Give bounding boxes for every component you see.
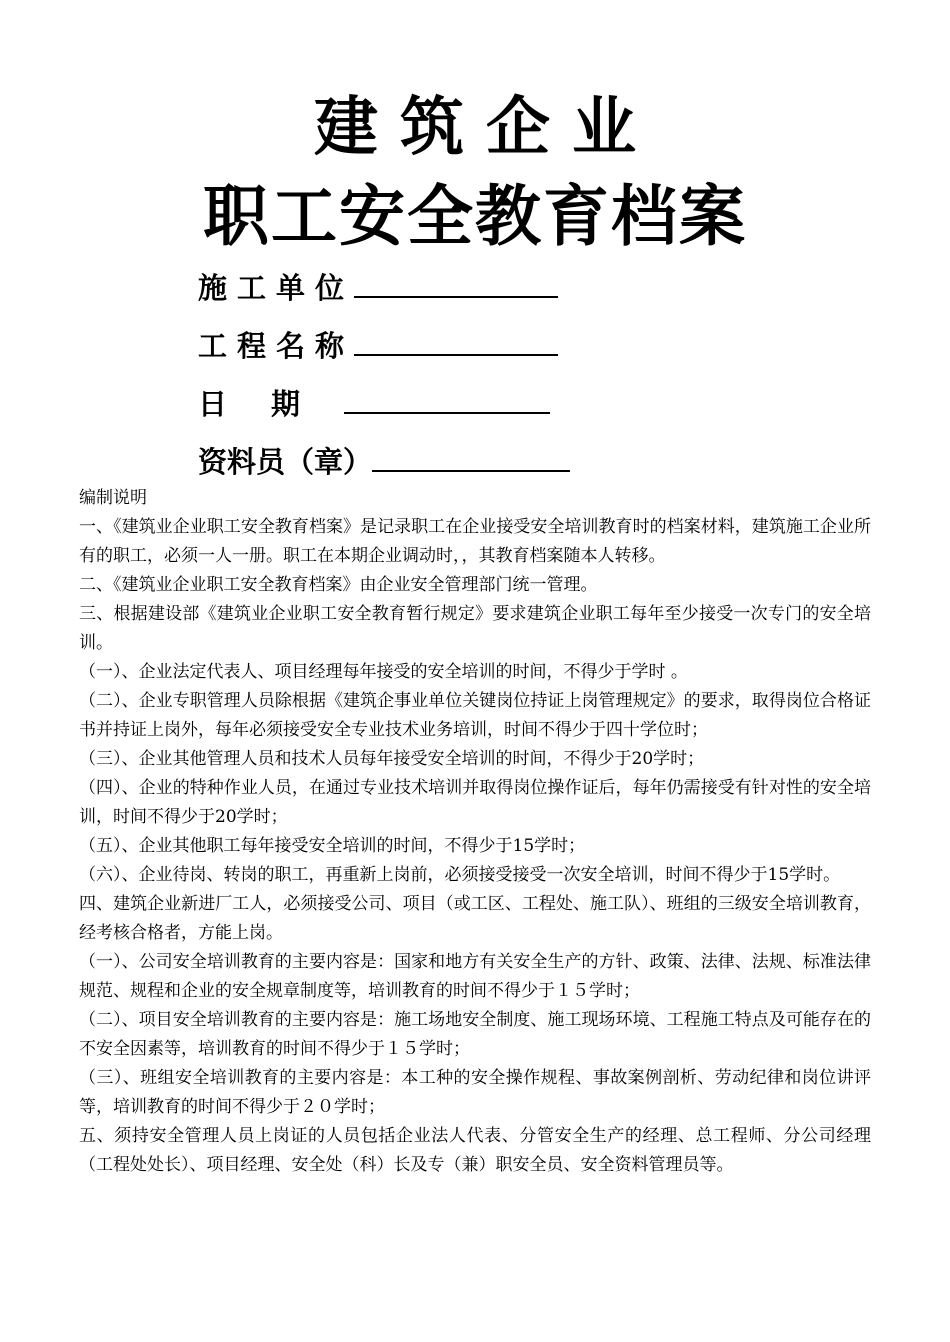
notes-paragraph: 四、建筑企业新进厂工人，必须接受公司、项目（或工区、工程处、施工队）、班组的三级安全培训教育，经考核合格者，方能上岗。: [79, 894, 871, 943]
notes-paragraph: （四）、企业的特种作业人员，在通过专业技术培训并取得岗位操作证后，每年仍需接受有针对性的安全培训，时间不得少于20学时；: [79, 778, 871, 827]
field-label-date: 日期: [198, 387, 345, 421]
notes-paragraph: （五）、企业其他职工每年接受安全培训的时间，不得少于15学时；: [79, 836, 586, 856]
data-clerk-blank[interactable]: [372, 438, 570, 472]
notes-paragraph: （三）、班组安全培训教育的主要内容是：本工种的安全操作规程、事故案例剖析、劳动纪律和岗位讲评等，培训教育的时间不得少于２０学时；: [79, 1068, 871, 1117]
field-label-construction-unit: 施工单位: [198, 271, 355, 305]
notes-paragraph: （三）、企业其他管理人员和技术人员每年接受安全培训的时间，不得少于20学时；: [79, 749, 705, 769]
notes-paragraph: 三、根据建设部《建筑业企业职工安全教育暂行规定》要求建筑企业职工每年至少接受一次专门的安全培训。: [79, 604, 871, 653]
field-label-project-name: 工程名称: [198, 329, 355, 363]
compilation-notes: [79, 484, 871, 1180]
notes-paragraph: （二）、项目安全培训教育的主要内容是：施工场地安全制度、施工现场环境、工程施工特点及可能存在的不安全因素等，培训教育的时间不得少于１５学时；: [79, 1010, 871, 1059]
notes-paragraph: 一、《建筑业企业职工安全教育档案》是记录职工在企业接受安全培训教育时的档案材料，建筑施工企业所有的职工，必须一人一册。职工在本期企业调动时，，其教育档案随本人转移。: [79, 517, 871, 566]
field-project-name: [198, 322, 558, 366]
date-blank[interactable]: [344, 380, 550, 414]
notes-paragraph: （二）、企业专职管理人员除根据《建筑企事业单位关键岗位持证上岗管理规定》的要求，取得岗位合格证书并持证上岗外，每年必须接受安全专业技术业务培训，时间不得少于四十学位时；: [79, 691, 871, 740]
notes-paragraph: 五、须持安全管理人员上岗证的人员包括企业法人代表、分管安全生产的经理、总工程师、分公司经理（工程处处长）、项目经理、安全处（科）长及专（兼）职安全员、安全资料管理员等。: [79, 1126, 871, 1175]
field-label-data-clerk: 资料员（章）: [198, 445, 373, 479]
notes-paragraph: 二、《建筑业企业职工安全教育档案》由企业安全管理部门统一管理。: [79, 575, 598, 595]
construction-unit-blank[interactable]: [354, 264, 558, 298]
notes-paragraph: （六）、企业待岗、转岗的职工，再重新上岗前，必须接受接受一次安全培训，时间不得少于15学时。: [79, 865, 841, 885]
document-title-line2: 职工安全教育档案: [203, 177, 747, 255]
field-construction-unit: [198, 264, 558, 308]
project-name-blank[interactable]: [354, 322, 558, 356]
notes-paragraph: （一）、企业法定代表人、项目经理每年接受的安全培训的时间，不得少于学时 。: [79, 662, 688, 682]
field-data-clerk: [198, 438, 570, 482]
document-title-line1: 建筑企业: [314, 90, 658, 165]
notes-paragraph: （一）、公司安全培训教育的主要内容是：国家和地方有关安全生产的方针、政策、法律、法规、标准法律规范、规程和企业的安全规章制度等，培训教育的时间不得少于１５学时；: [79, 952, 871, 1001]
field-date: [198, 380, 550, 424]
notes-heading: 编制说明: [79, 488, 147, 508]
